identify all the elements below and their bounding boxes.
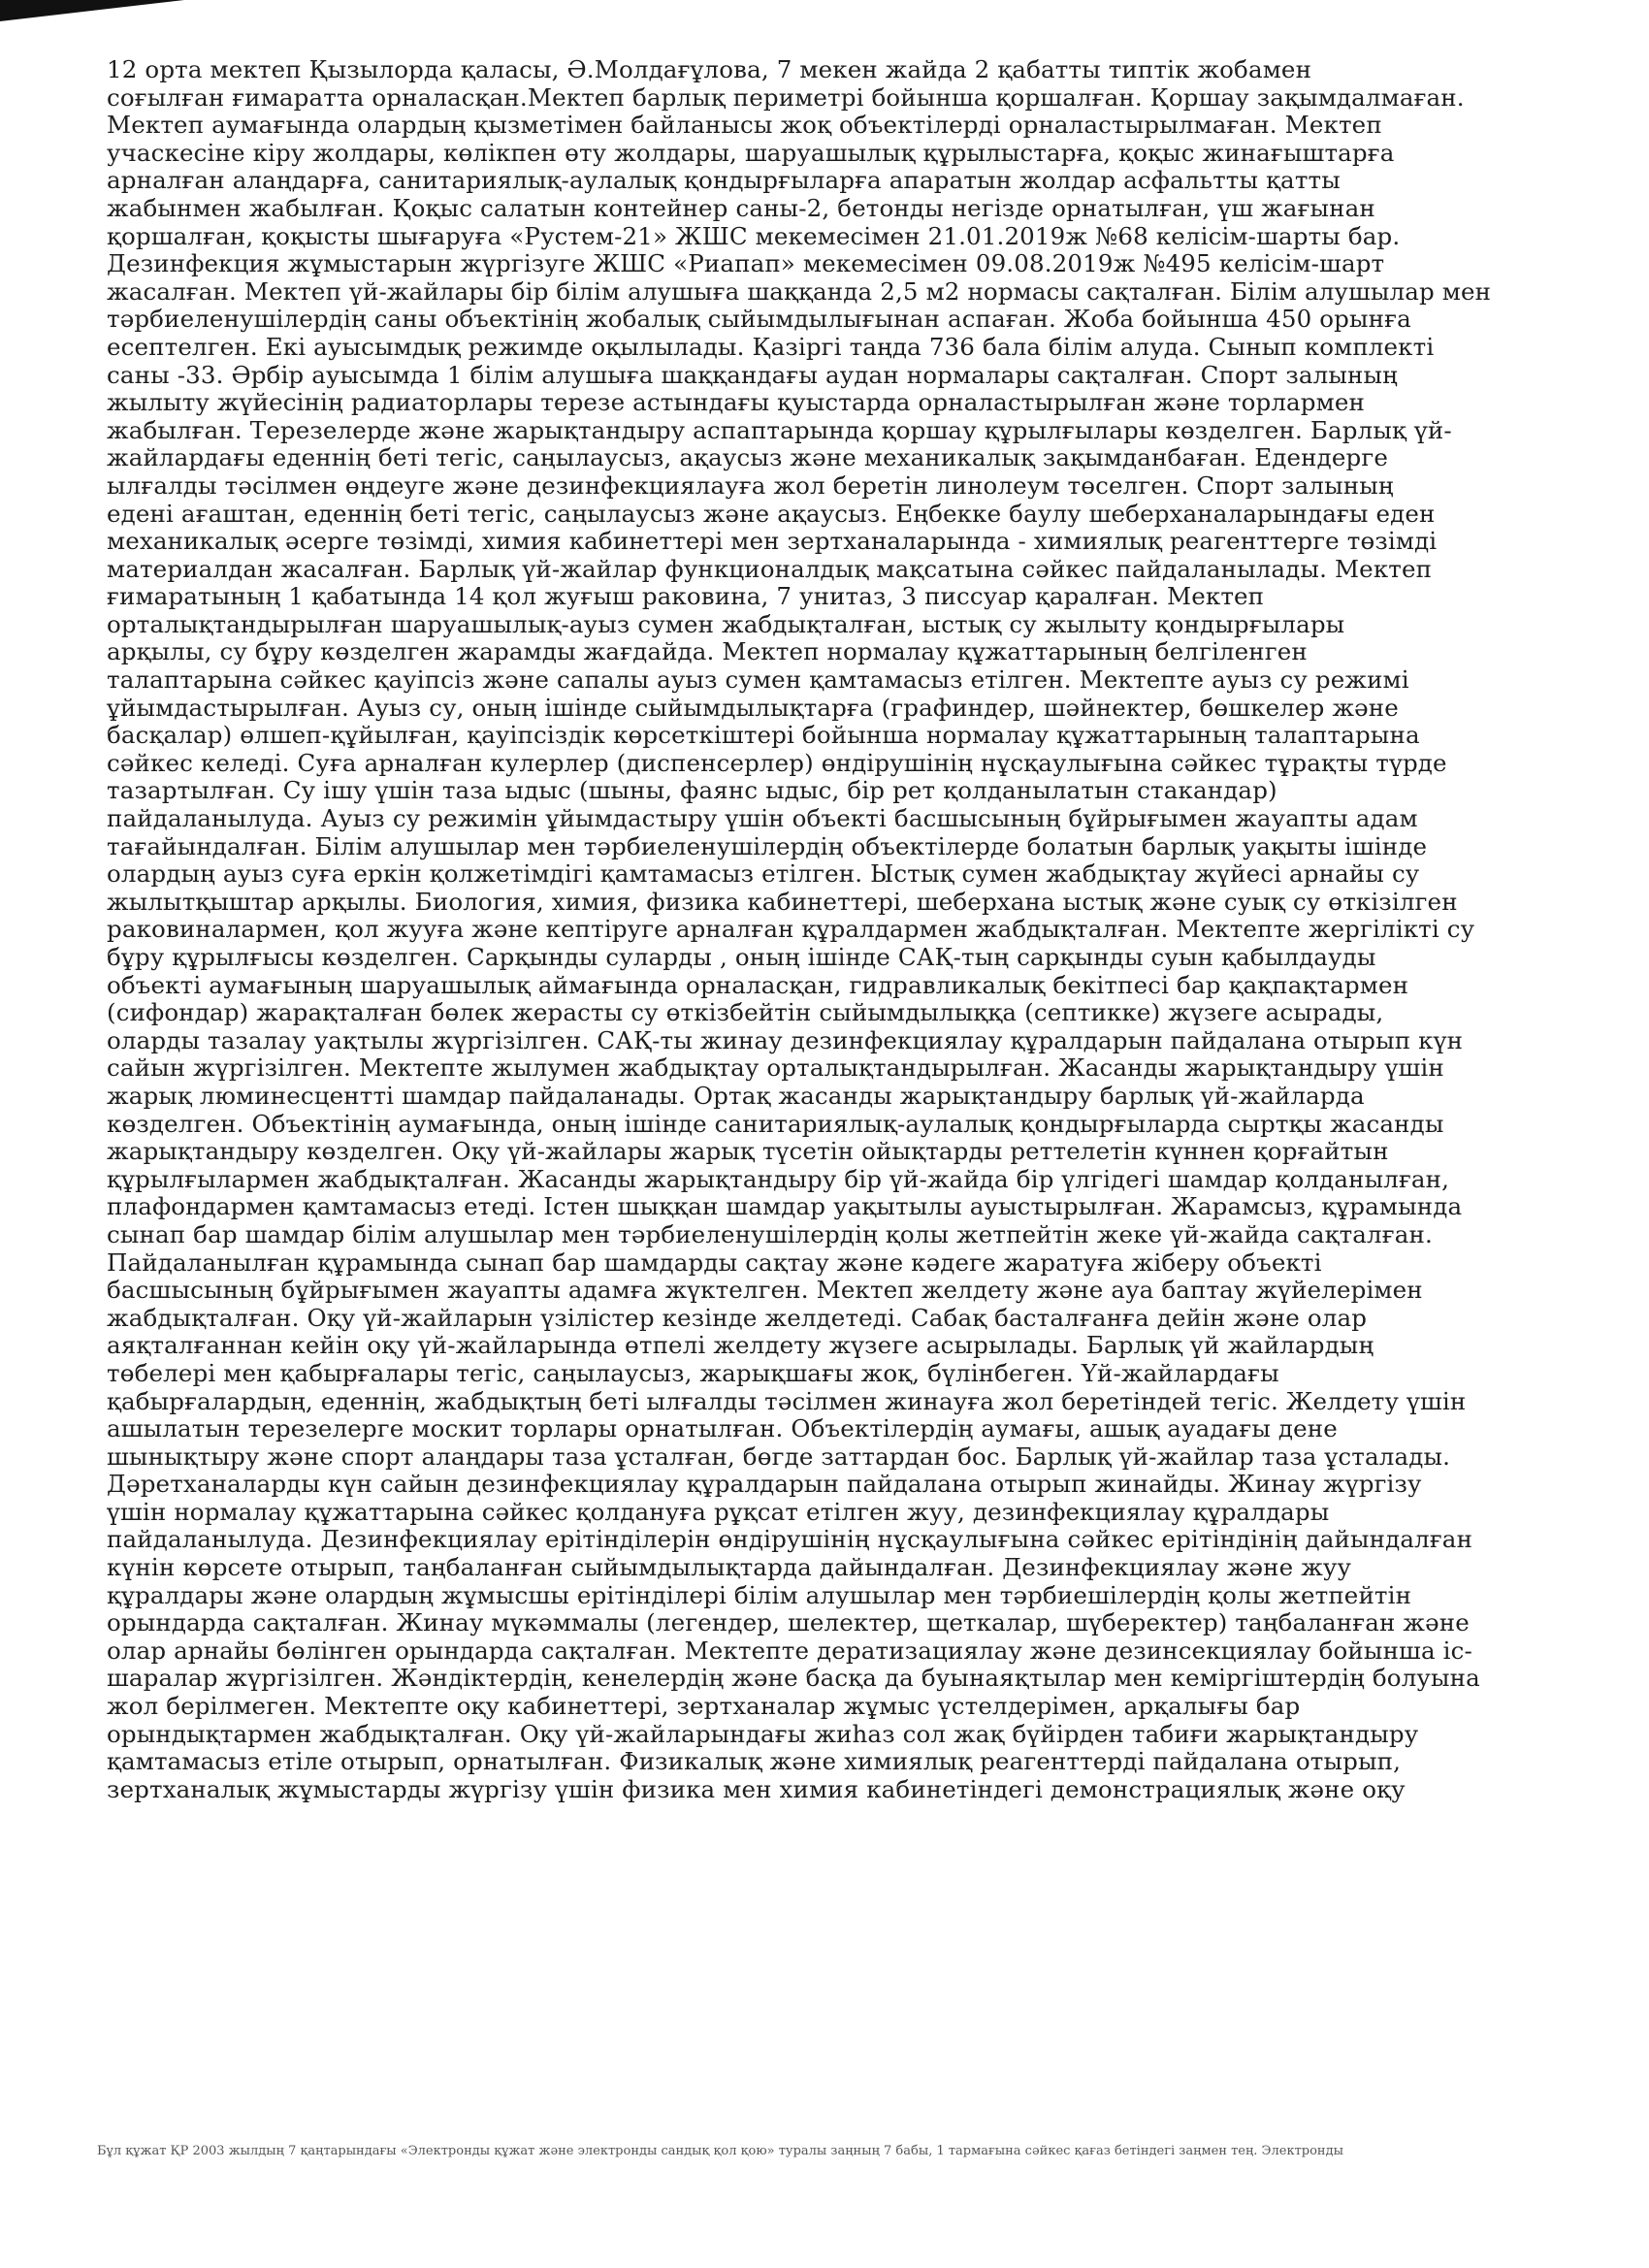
text-line: материалдан жасалған. Барлық үй-жайлар функционалдық мақсатына сәйкес пайдаланылады. Мектеп [107, 554, 1433, 583]
text-line: ашылатын терезелерге москит торлары орнатылған. Объектілердің аумағы, ашық ауадағы дене [107, 1414, 1338, 1443]
text-line: есептелген. Екі ауысымдық режимде оқылылады. Қазіргі таңда 736 бала білім алуда. Сынып комплекті [107, 332, 1435, 361]
text-line: ұйымдастырылған. Ауыз су, оның ішінде сыйымдылықтарға (графиндер, шәйнектер, бөшкелер және [107, 693, 1399, 722]
text-line: сайын жүргізілген. Мектепте жылумен жабдықтау орталықтандырылған. Жасанды жарықтандыру үшін [107, 1053, 1444, 1083]
scan-corner-mark [0, 0, 184, 21]
text-line: олардың ауыз суға еркін қолжетімдігі қамтамасыз етілген. Ыстық сумен жабдықтау жүйесі арнайы су [107, 859, 1420, 889]
text-line: механикалық әсерге төзімді, химия кабинеттері мен зертханаларында - химиялық реагенттерге төзімді [107, 527, 1438, 556]
text-line: көзделген. Объектінің аумағында, оның ішінде санитариялық-аулалық қондырғыларда сыртқы жасанды [107, 1109, 1444, 1138]
text-line: орындарда сақталған. Жинау мүкәммалы (легендер, шелектер, щеткалар, шүберектер) таңбаланған және [107, 1608, 1470, 1637]
text-line: қабырғалардың, еденнің, жабдықтың беті ылғалды тәсілмен жинауға жол беретіндей тегіс. Желдету үшін [107, 1386, 1467, 1415]
text-line: орталықтандырылған шаруашылық-ауыз сумен жабдықталған, ыстық су жылыту қондырғылары [107, 609, 1345, 638]
legal-footer: Бұл құжат ҚР 2003 жылдың 7 қаңтарындағы «Электронды құжат және электронды сандық қол қою» туралы заңның 7 бабы, 1 тармағына сәйкес қағаз бетіндегі заңмен тең. Электронды [97, 2144, 1343, 2158]
text-line: төбелері мен қабырғалары тегіс, саңылаусыз, жарықшағы жоқ, бүлінбеген. Үй-жайлардағы [107, 1358, 1279, 1387]
text-line: жол берілмеген. Мектепте оқу кабинеттері, зертханалар жұмыс үстелдерімен, арқалығы бар [107, 1692, 1301, 1721]
text-line: басқалар) өлшеп-құйылған, қауіпсіздік көрсеткіштері бойынша нормалау құжаттарының талаптарына [107, 721, 1420, 750]
text-line: тағайындалған. Білім алушылар мен тәрбиеленушілердің объектілерде болатын барлық уақыты ішінде [107, 831, 1428, 860]
text-line: пайдаланылуда. Ауыз су режимін ұйымдастыру үшін объекті басшысының бұйрығымен жауапты адам [107, 804, 1418, 833]
text-line: Дәретханаларды күн сайын дезинфекциялау құралдарын пайдалана отырып жинайды. Жинау жүргізу [107, 1470, 1422, 1499]
text-line: едені ағаштан, еденнің беті тегіс, саңылаусыз және ақаусыз. Еңбекке баулу шеберханаларындағы еден [107, 499, 1436, 528]
text-line: плафондармен қамтамасыз етеді. Істен шыққан шамдар уақытылы ауыстырылған. Жарамсыз, құрамында [107, 1192, 1463, 1221]
text-line: сәйкес келеді. Суға арналған кулерлер (диспенсерлер) өндірушінің нұсқаулығына сәйкес тұрақты түрде [107, 748, 1447, 777]
text-line: күнін көрсете отырып, таңбаланған сыйымдылықтарда дайындалған. Дезинфекциялау және жуу [107, 1553, 1352, 1582]
text-line: 12 орта мектеп Қызылорда қаласы, Ә.Молдағұлова, 7 мекен жайда 2 қабатты типтік жобамен [107, 55, 1312, 83]
text-line: учаскесіне кіру жолдары, көлікпен өту жолдары, шаруашылық құрылыстарға, қоқыс жинағыштарға [107, 138, 1395, 167]
text-line: жабдықталған. Оқу үй-жайларын үзілістер кезінде желдетеді. Сабақ басталғанға дейін және олар [107, 1303, 1368, 1332]
text-line: соғылған ғимаратта орналасқан.Мектеп барлық периметрі бойынша қоршалған. Қоршау зақымдалмаған. [107, 82, 1465, 112]
text-line: Дезинфекция жұмыстарын жүргізуге ЖШС «Риапап» мекемесімен 09.08.2019ж №495 келісім-шарт [107, 249, 1385, 278]
text-line: жарықтандыру көзделген. Оқу үй-жайлары жарық түсетін ойықтарды реттелетін күннен қорғайтын [107, 1137, 1389, 1166]
text-line: саны -33. Әрбір ауысымда 1 білім алушыға шаққандағы аудан нормалары сақталған. Спорт залының [107, 360, 1399, 389]
text-line: (сифондар) жарақталған бөлек жерасты су өткізбейтін сыйымдылыққа (септикке) жүзеге асырады, [107, 998, 1384, 1027]
text-line: орындықтармен жабдықталған. Оқу үй-жайларындағы жиһаз сол жақ бүйірден табиғи жарықтандыру [107, 1719, 1419, 1748]
text-line: сынап бар шамдар білім алушылар мен тәрбиеленушілердің қолы жетпейтін жеке үй-жайда сақталған. [107, 1219, 1433, 1248]
text-line: жабынмен жабылған. Қоқыс салатын контейнер саны-2, бетонды негізде орнатылған, үш жағынан [107, 193, 1375, 222]
text-line: жасалған. Мектеп үй-жайлары бір білім алушыға шаққанда 2,5 м2 нормасы сақталған. Білім алушылар мен [107, 276, 1492, 306]
text-line: үшін нормалау құжаттарына сәйкес қолдануға рұқсат етілген жуу, дезинфекциялау құралдары [107, 1497, 1330, 1526]
text-line: Пайдаланылған құрамында сынап бар шамдарды сақтау және кәдеге жаратуға жіберу объекті [107, 1247, 1322, 1277]
text-line: арқылы, су бұру көзделген жарамды жағдайда. Мектеп нормалау құжаттарының белгіленген [107, 637, 1308, 666]
text-line: оларды тазалау уақтылы жүргізілген. САҚ-ты жинау дезинфекциялау құралдарын пайдалана отырып күн [107, 1025, 1464, 1054]
text-line: пайдаланылуда. Дезинфекциялау ерітінділерін өндірушінің нұсқаулығына сәйкес ерітіндінің дайындалған [107, 1525, 1473, 1554]
text-line: қамтамасыз етіле отырып, орнатылған. Физикалық және химиялық реагенттерді пайдалана отырып, [107, 1747, 1402, 1776]
text-line: ылғалды тәсілмен өңдеуге және дезинфекциялауға жол беретін линолеум төселген. Спорт залының [107, 470, 1394, 500]
text-line: тәрбиеленушілердің саны объектінің жобалық сыйымдылығынан аспаған. Жоба бойынша 450 орынға [107, 305, 1411, 334]
text-line: арналған алаңдарға, санитариялық-аулалық қондырғыларға апаратын жолдар асфальтты қатты [107, 166, 1341, 195]
text-line: жылытқыштар арқылы. Биология, химия, физика кабинеттері, шеберхана ыстық және суық су өткізілген [107, 887, 1458, 916]
text-line: қоршалған, қоқысты шығаруға «Рустем-21» ЖШС мекемесімен 21.01.2019ж №68 келісім-шарты бар. [107, 221, 1401, 250]
text-line: шаралар жүргізілген. Жәндіктердің, кенелердің және басқа да буынаяқтылар мен кеміргіштердің болуына [107, 1664, 1480, 1693]
text-line: құрылғылармен жабдықталған. Жасанды жарықтандыру бір үй-жайда бір үлгідегі шамдар қолданылған, [107, 1164, 1450, 1193]
text-line: жайлардағы еденнің беті тегіс, саңылаусыз, ақаусыз және механикалық зақымданбаған. Едендерге [107, 443, 1388, 472]
text-line: жабылған. Терезелерде және жарықтандыру аспаптарында қоршау құрылғылары көзделген. Барлық үй- [107, 415, 1452, 444]
text-line: ғимаратының 1 қабатында 14 қол жуғыш раковина, 7 унитаз, 3 писсуар қаралған. Мектеп [107, 582, 1265, 611]
text-line: раковиналармен, қол жууға және кептіруге арналған құралдармен жабдықталған. Мектепте жергілікті су [107, 915, 1475, 944]
text-line: жылыту жүйесінің радиаторлары терезе астындағы қуыстарда орналастырылған және торлармен [107, 388, 1365, 417]
text-line: олар арнайы бөлінген орындарда сақталған. Мектепте дератизациялау және дезинсекциялау бойынша іс- [107, 1636, 1472, 1665]
text-line: құралдары және олардың жұмысшы ерітінділері білім алушылар мен тәрбиешілердің қолы жетпейтін [107, 1580, 1412, 1609]
text-line: объекті аумағының шаруашылық аймағында орналасқан, гидравликалық бекітпесі бар қақпақтармен [107, 970, 1409, 999]
text-line: жарық люминесцентті шамдар пайдаланады. Ортақ жасанды жарықтандыру барлық үй-жайларда [107, 1081, 1365, 1110]
text-line: тазартылған. Су ішу үшін таза ыдыс (шыны, фаянс ыдыс, бір рет қолданылатын стакандар) [107, 776, 1277, 805]
text-line: зертханалық жұмыстарды жүргізу үшін физика мен химия кабинетіндегі демонстрациялық және оқу [107, 1774, 1406, 1803]
text-line: талаптарына сәйкес қауіпсіз және сапалы ауыз сумен қамтамасыз етілген. Мектепте ауыз су режимі [107, 665, 1409, 695]
text-line: басшысының бұйрығымен жауапты адамға жүктелген. Мектеп желдету және ауа баптау жүйелерімен [107, 1276, 1423, 1305]
text-line: шынықтыру және спорт алаңдары таза ұсталған, бөгде заттардан бос. Барлық үй-жайлар таза ұсталады. [107, 1442, 1451, 1471]
text-line: аяқталғаннан кейін оқу үй-жайларында өтпелі желдету жүзеге асырылады. Барлық үй жайлардың [107, 1331, 1374, 1360]
text-line: бұру құрылғысы көзделген. Сарқынды суларды , оның ішінде САҚ-тың сарқынды суын қабылдауды [107, 943, 1376, 971]
text-line: Мектеп аумағында олардың қызметімен байланысы жоқ объектілерді орналастырылмаған. Мектеп [107, 111, 1382, 140]
document-body [107, 56, 1562, 1803]
